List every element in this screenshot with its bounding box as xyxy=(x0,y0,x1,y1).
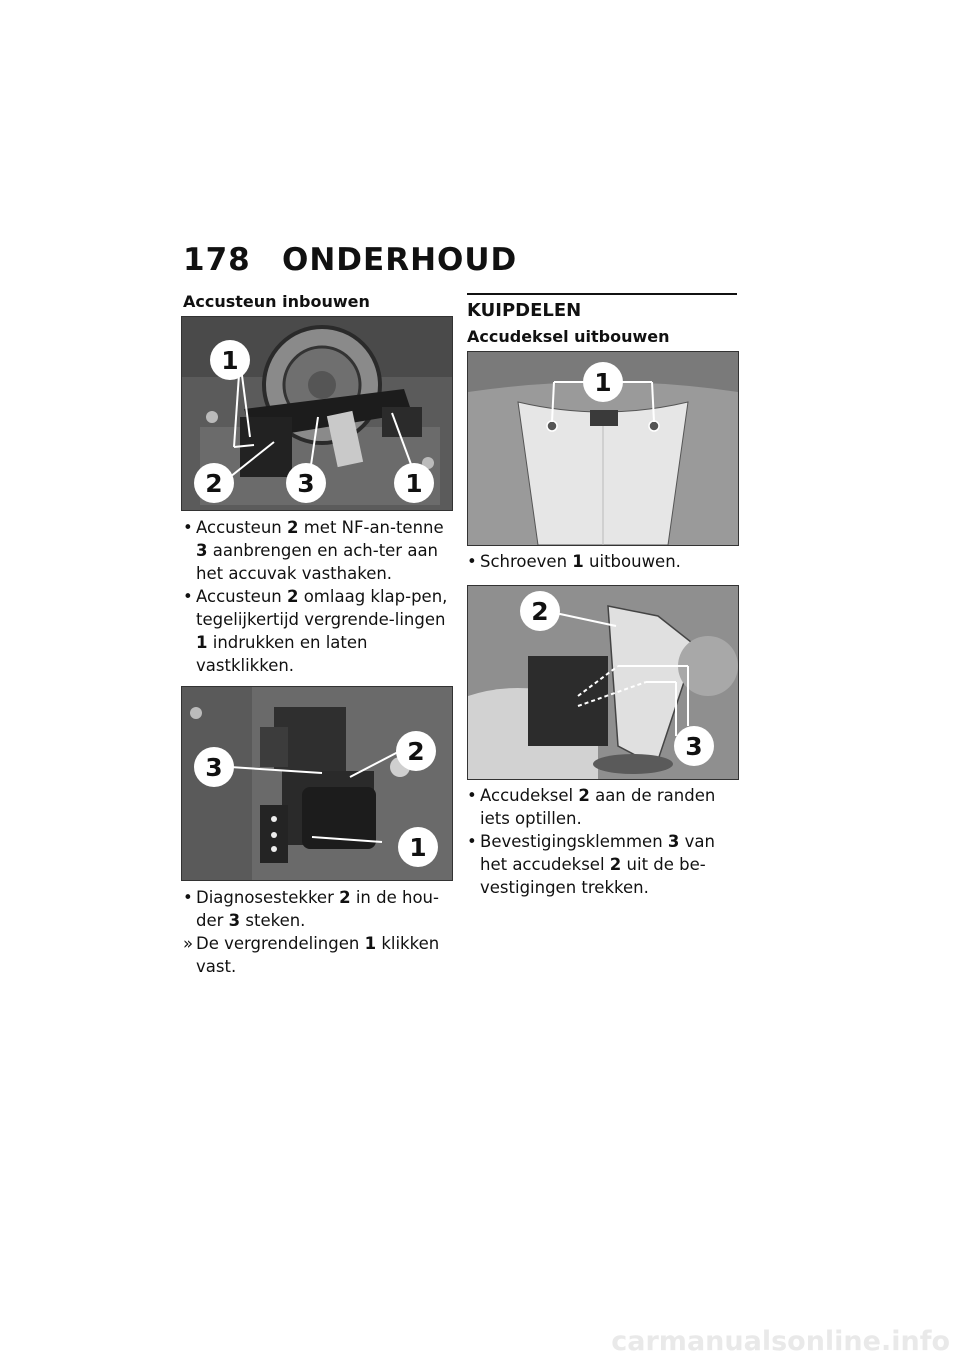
step-ref: 2 xyxy=(339,888,351,907)
figure-battery-support-drawing xyxy=(182,317,452,510)
step-text: Diagnosestekker xyxy=(196,888,340,907)
section-title-accudeksel: Accudeksel uitbouwen xyxy=(467,327,670,346)
figure-battery-support xyxy=(181,316,453,511)
figure-diagnose-plug xyxy=(181,686,453,881)
step-text: van het accudeksel xyxy=(480,832,715,874)
callout-1b: 1 xyxy=(405,469,423,498)
step-text: omlaag klap-pen, tegelijkertijd vergrende-lingen xyxy=(196,587,448,629)
step-text: met NF-an-tenne xyxy=(298,518,444,537)
figure-cover-screws-drawing xyxy=(468,352,738,545)
step-text: in de hou-der xyxy=(196,888,439,930)
step-text: Schroeven xyxy=(480,552,573,571)
step-text: aan de randen iets optillen. xyxy=(480,786,716,828)
step-ref: 3 xyxy=(196,541,208,560)
step-text: De vergrendelingen xyxy=(196,934,365,953)
step-text: steken. xyxy=(240,911,306,930)
watermark-text: carmanualsonline.info xyxy=(611,1326,950,1357)
step-ref: 1 xyxy=(196,633,208,652)
step-ref: 3 xyxy=(667,832,680,851)
steps-cover-screws xyxy=(467,550,739,573)
bullet-marker: • xyxy=(183,888,193,907)
figure-cover-screws xyxy=(467,351,739,546)
callout-3: 3 xyxy=(297,469,315,498)
step-text: klikken vast. xyxy=(196,934,440,976)
steps-diagnose-plug xyxy=(183,886,455,978)
callout-1a: 1 xyxy=(221,346,239,375)
figure-cover-clips-drawing xyxy=(468,586,738,779)
list-item xyxy=(183,886,455,932)
step-ref: 1 xyxy=(572,552,584,571)
steps-cover-clips xyxy=(467,784,739,899)
step-ref: 1 xyxy=(364,934,377,953)
step-text: Accusteun xyxy=(196,587,287,606)
list-item xyxy=(467,784,739,830)
step-ref: 2 xyxy=(578,786,590,805)
step-text: indrukken en laten vastklikken. xyxy=(196,633,368,675)
callout-2: 2 xyxy=(407,737,425,766)
bullet-marker: • xyxy=(183,587,193,606)
step-text: uitbouwen. xyxy=(583,552,681,571)
callout-2: 2 xyxy=(531,597,549,626)
list-item xyxy=(183,585,455,677)
page-number: 178 xyxy=(183,242,251,278)
step-text: Accudeksel xyxy=(480,786,579,805)
step-text: Bevestigingsklemmen xyxy=(480,832,668,851)
callout-1: 1 xyxy=(594,368,612,397)
bullet-marker: • xyxy=(467,552,477,571)
chapter-title-kuipdelen: KUIPDELEN xyxy=(467,300,582,321)
steps-battery-support xyxy=(183,516,455,677)
step-ref: 2 xyxy=(286,518,299,537)
step-ref: 3 xyxy=(228,911,241,930)
watermark xyxy=(588,1306,960,1362)
step-ref: 2 xyxy=(609,855,622,874)
page-title: ONDERHOUD xyxy=(282,242,518,278)
list-item xyxy=(467,550,739,573)
list-item xyxy=(467,830,739,899)
bullet-marker: • xyxy=(467,832,477,851)
callout-3: 3 xyxy=(685,732,703,761)
callout-2: 2 xyxy=(205,469,223,498)
figure-cover-clips xyxy=(467,585,739,780)
bullet-marker: • xyxy=(183,518,193,537)
figure-diagnose-plug-drawing xyxy=(182,687,452,880)
step-text: uit de be-vestigingen trekken. xyxy=(480,855,706,897)
list-item xyxy=(183,516,455,585)
bullet-marker: • xyxy=(467,786,477,805)
result-marker: » xyxy=(183,934,194,953)
callout-1: 1 xyxy=(409,833,427,862)
callout-3: 3 xyxy=(205,753,223,782)
section-title-accusteun: Accusteun inbouwen xyxy=(183,292,370,311)
step-text: aanbrengen en ach-ter aan het accuvak vasthaken. xyxy=(196,541,439,583)
step-text: Accusteun xyxy=(196,518,287,537)
step-ref: 2 xyxy=(286,587,299,606)
chapter-rule xyxy=(467,293,737,295)
list-item xyxy=(183,932,455,978)
